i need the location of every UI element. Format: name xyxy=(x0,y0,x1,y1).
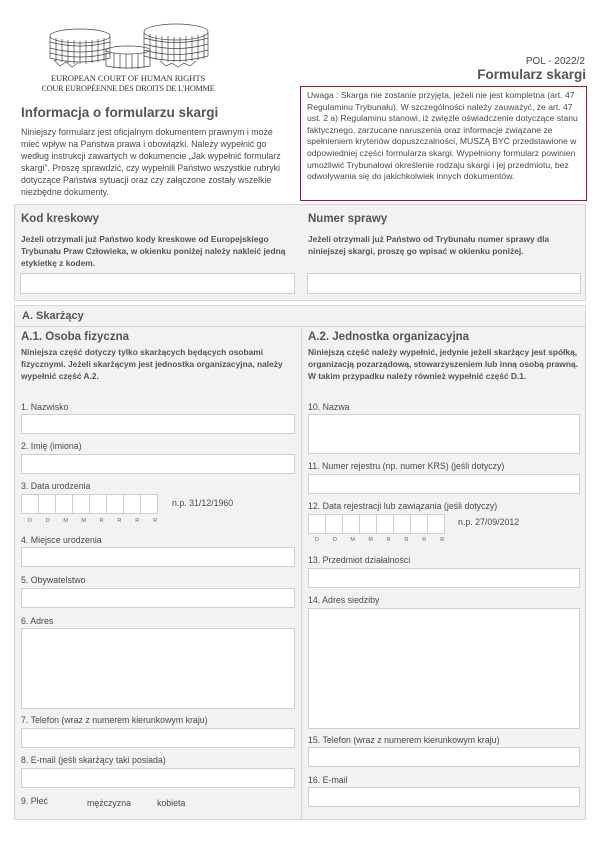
a2-title: A.2. Jednostka organizacyjna xyxy=(308,331,470,343)
date-cell[interactable] xyxy=(342,514,360,534)
barcode-input[interactable] xyxy=(20,273,295,294)
surname-label: 1. Nazwisko xyxy=(21,402,69,412)
date-cell[interactable] xyxy=(21,494,39,514)
date-cell[interactable] xyxy=(140,494,158,514)
case-number-input[interactable] xyxy=(307,273,581,294)
case-number-description: Jeżeli otrzymali już Państwo od Trybunału numer sprawy dla niniejszej skargi, proszę go wpisać w okienku poniżej. xyxy=(308,234,550,256)
email-input[interactable] xyxy=(21,768,295,788)
date-cell[interactable] xyxy=(427,514,445,534)
birth-date-format xyxy=(21,518,164,524)
org-name-input[interactable] xyxy=(308,414,580,454)
birth-date-example: n.p. 31/12/1960 xyxy=(172,498,234,508)
registration-date-label: 12. Data rejestracji lub zawiązania (jeśli dotyczy) xyxy=(308,501,498,511)
seat-address-label: 14. Adres siedziby xyxy=(308,595,380,605)
org-email-label: 16. E-mail xyxy=(308,775,348,785)
info-text: Niniejszy formularz jest oficjalnym dokumentem prawnym i może mieć wpływ na Państwa prawa i obowiązki. Należy wypełnić go według instrukcji zawartych w dokumencie „Jak wypełnić formularz skargi”. Proszę sprawdzić, czy wypełnili Państwo wszystkie rubryki dotyczące Państwa sytuacji oraz czy załączone zostały wszelkie niezbędne dokumenty. xyxy=(21,127,281,197)
date-cell[interactable] xyxy=(123,494,141,514)
birth-date-label: 3. Data urodzenia xyxy=(21,481,91,491)
section-a-title: A. Skarżący xyxy=(22,310,84,322)
date-letter: D xyxy=(314,537,319,543)
registration-date-format xyxy=(308,537,451,543)
date-letter: R xyxy=(440,537,445,543)
registry-number-label: 11. Numer rejestru (np. numer KRS) (jeśli dotyczy) xyxy=(308,461,505,471)
org-phone-input[interactable] xyxy=(308,747,580,767)
court-building-icon xyxy=(40,20,216,70)
sex-option-female[interactable]: kobieta xyxy=(157,798,186,808)
date-letter: M xyxy=(368,537,373,543)
date-letter: R xyxy=(386,537,391,543)
date-letter: R xyxy=(99,518,104,524)
date-letter: R xyxy=(404,537,409,543)
org-email-input[interactable] xyxy=(308,787,580,807)
date-letter: R xyxy=(117,518,122,524)
case-number-title: Numer sprawy xyxy=(308,213,388,225)
birth-place-label: 4. Miejsce urodzenia xyxy=(21,535,102,545)
court-name-fr: COUR EUROPÉENNE DES DROITS DE L'HOMME xyxy=(41,84,215,93)
column-divider xyxy=(301,328,302,820)
date-letter: R xyxy=(153,518,158,524)
registration-date-example: n.p. 27/09/2012 xyxy=(458,517,520,527)
date-cell[interactable] xyxy=(72,494,90,514)
barcode-description: Jeżeli otrzymali już Państwo kody kreskowe od Europejskiego Trybunału Praw Człowieka, w okienku poniżej należy nakleić jedną etykietkę z kodem. xyxy=(21,234,286,268)
email-label: 8. E-mail (jeśli skarżący taki posiada) xyxy=(21,755,166,765)
sex-label: 9. Płeć xyxy=(21,796,48,806)
section-a-header xyxy=(15,306,585,327)
nationality-label: 5. Obywatelstwo xyxy=(21,575,86,585)
date-cell[interactable] xyxy=(359,514,377,534)
date-cell[interactable] xyxy=(55,494,73,514)
applicant-section xyxy=(14,305,586,820)
phone-label: 7. Telefon (wraz z numerem kierunkowym kraju) xyxy=(21,715,208,725)
court-name-en: EUROPEAN COURT OF HUMAN RIGHTS xyxy=(50,73,206,83)
activity-label: 13. Przedmiot działalności xyxy=(308,555,411,565)
date-cell[interactable] xyxy=(376,514,394,534)
date-cell[interactable] xyxy=(410,514,428,534)
court-logo xyxy=(28,20,278,102)
date-cell[interactable] xyxy=(325,514,343,534)
date-cell[interactable] xyxy=(106,494,124,514)
activity-input[interactable] xyxy=(308,568,580,588)
date-cell[interactable] xyxy=(393,514,411,534)
date-letter: M xyxy=(63,518,69,524)
date-letter: M xyxy=(350,537,356,543)
birth-place-input[interactable] xyxy=(21,547,295,567)
date-letter: D xyxy=(27,518,32,524)
seat-address-input[interactable] xyxy=(308,608,580,729)
date-letter: R xyxy=(135,518,140,524)
date-letter: M xyxy=(81,518,86,524)
first-names-input[interactable] xyxy=(21,454,295,474)
sex-option-male[interactable]: mężczyzna xyxy=(87,798,131,808)
registration-date-input[interactable] xyxy=(308,514,444,534)
address-label: 6. Adres xyxy=(21,616,54,626)
date-cell[interactable] xyxy=(89,494,107,514)
registry-number-input[interactable] xyxy=(308,474,580,494)
surname-input[interactable] xyxy=(21,414,295,434)
form-code: POL - 2022/2 xyxy=(525,56,585,67)
a1-description: Niniejsza część dotyczy tylko skarżących będących osobami fizycznymi. Jeżeli skarżącym jest jednostka organizacyjna, należy wypełnić część A.2. xyxy=(21,347,283,381)
form-title: Formularz skargi xyxy=(477,67,586,82)
birth-date-input[interactable] xyxy=(21,494,157,514)
address-input[interactable] xyxy=(21,628,295,709)
date-letter: D xyxy=(45,518,50,524)
org-name-label: 10. Nazwa xyxy=(308,402,350,412)
warning-box: Uwaga : Skarga nie zostanie przyjęta, jeżeli nie jest kompletna (art. 47 Regulaminu Trybunału). W szczególności należy zauważyć, że art. 47 ust. 2 a) Regulaminu stanowi, iż zwięzłe oświadczenie dotyczące stanu faktycznego, zarzucane naruszenia oraz informacje związane ze spełnieniem kryteriów dopuszczalności, MUSZĄ BYĆ przedstawione w odpowiedniej części formularza skargi. Wypełniony formularz powinien umożliwić Trybunałowi określenie rodzaju skargi i jej przedmiotu, bez odwoływania się do jakichkolwiek innych dokumentów. xyxy=(300,86,587,201)
date-cell[interactable] xyxy=(308,514,326,534)
date-letter: R xyxy=(422,537,427,543)
org-phone-label: 15. Telefon (wraz z numerem kierunkowym kraju) xyxy=(308,735,500,745)
date-cell[interactable] xyxy=(38,494,56,514)
barcode-title: Kod kreskowy xyxy=(21,213,99,225)
barcode-case-panel xyxy=(14,204,586,301)
nationality-input[interactable] xyxy=(21,588,295,608)
date-letter: D xyxy=(332,537,337,543)
a1-title: A.1. Osoba fizyczna xyxy=(21,331,130,343)
info-title: Informacja o formularzu skargi xyxy=(21,105,219,120)
a2-description: Niniejszą część należy wypełnić, jedynie jeżeli skarżący jest spółką, organizacją pozarządową, stowarzyszeniem lub inną osobą prawną. W takim przypadku należy również wypełnić część D.1. xyxy=(308,347,578,381)
phone-input[interactable] xyxy=(21,728,295,748)
first-names-label: 2. Imię (imiona) xyxy=(21,441,82,451)
